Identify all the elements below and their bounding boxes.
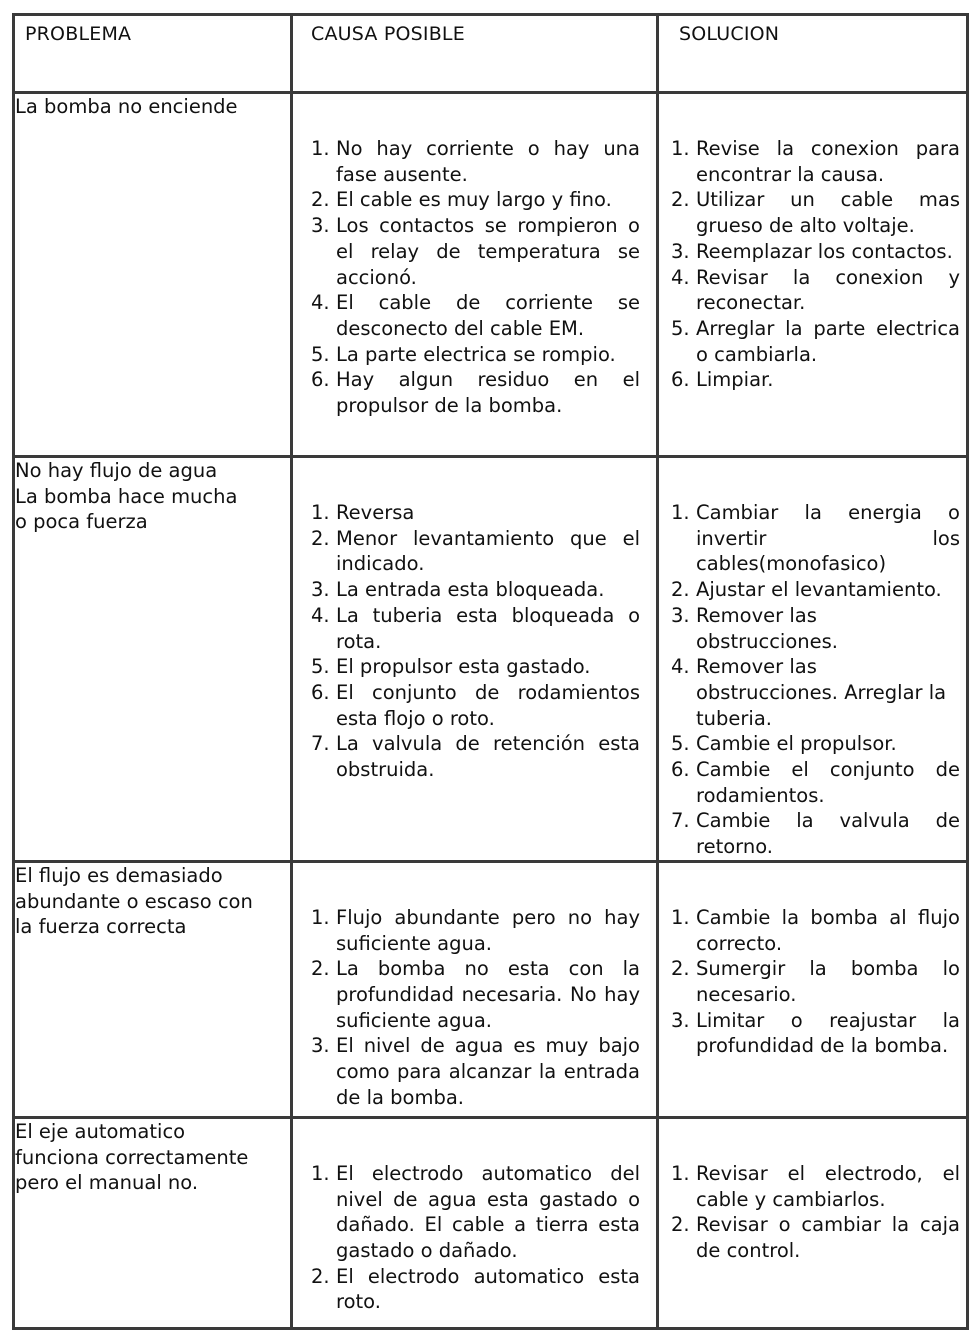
list-item: 1. Reversa (311, 501, 415, 524)
list-item: 1. Revisar el electrodo, el cable y cambiarlos. (671, 1161, 960, 1211)
list-item: 5. Cambie el propulsor. (671, 732, 897, 756)
header-row (14, 15, 968, 93)
problem-cell (14, 861, 292, 1117)
cause-cell (292, 457, 658, 862)
list-item: 3. La entrada esta bloqueada. (311, 578, 605, 602)
problem-line: la fuerza correcta (15, 915, 187, 939)
solution-cell (658, 457, 968, 862)
list-item: 5. El propulsor esta gastado. (311, 655, 591, 679)
header-causa-posible: CAUSA POSIBLE (292, 15, 658, 93)
list-item: 3. Reemplazar los contactos. (671, 239, 953, 263)
list-item: 4. Revisar la conexion y reconectar. (671, 265, 960, 315)
problem-line: funciona correctamente (15, 1145, 249, 1169)
list-item: 5. Arreglar la parte electrica o cambiarla. (671, 316, 960, 366)
table-row (14, 93, 968, 457)
list-item: 6. El conjunto de rodamientos esta flojo o roto. (311, 680, 640, 730)
list-item: 7. Cambie la valvula de retorno. (671, 809, 960, 859)
list-item: 2. Sumergir la bomba lo necesario. (671, 957, 960, 1006)
list-item: 2. El cable es muy largo y fino. (311, 188, 612, 212)
problem-line: pero el manual no. (15, 1171, 199, 1195)
table-row (14, 1117, 968, 1328)
list-item: 1. Cambie la bomba al flujo correcto. (671, 905, 960, 955)
solution-cell (658, 1117, 968, 1328)
problem-line: abundante o escaso con (15, 889, 253, 913)
list-item: 7. La valvula de retención esta obstruida. (311, 732, 640, 782)
problem-line: El flujo es demasiado (15, 863, 223, 887)
list-item: 6. Limpiar. (671, 368, 774, 392)
list-item: 1. El electrodo automatico del nivel de agua esta gastado o dañado. El cable a tierra esta gastado o dañado. (311, 1161, 640, 1262)
solution-cell (658, 93, 968, 457)
list-item: 3. Limitar o reajustar la profundidad de la bomba. (671, 1008, 960, 1058)
list-item: 4. El cable de corriente se desconecto del cable EM. (311, 291, 640, 340)
problem-line: La bomba hace mucha (15, 484, 238, 508)
problem-cell (14, 457, 292, 862)
list-item: 4. La tuberia esta bloqueada o rota. (311, 603, 640, 653)
problem-cell (14, 1117, 292, 1328)
list-item: 3. Los contactos se rompieron o el relay de temperatura se accionó. (311, 214, 640, 289)
list-item: 1. No hay corriente o hay una fase ausente. (311, 137, 640, 186)
list-item: 2. Ajustar el levantamiento. (671, 578, 942, 602)
problem-cell (14, 93, 292, 457)
list-item: 6. Hay algun residuo en el propulsor de la bomba. (311, 368, 640, 418)
table-row (14, 457, 968, 862)
list-item: 1. Flujo abundante pero no hay suficiente agua. (311, 905, 640, 955)
problem-line: El eje automatico (15, 1119, 186, 1143)
list-item: 1. Revise la conexion para encontrar la causa. (671, 137, 960, 186)
list-item: 4. Remover las obstrucciones. Arreglar la tuberia. (671, 655, 947, 730)
list-item: 3. El nivel de agua es muy bajo como para alcanzar la entrada de la bomba. (311, 1034, 640, 1109)
header-problema: PROBLEMA (14, 15, 292, 93)
problem-line: o poca fuerza (15, 510, 148, 534)
list-item: 2. Revisar o cambiar la caja de control. (671, 1213, 960, 1262)
list-item: 3. Remover las obstrucciones. (671, 603, 838, 653)
list-item: 2. Menor levantamiento que el indicado. (311, 526, 640, 576)
problem-line: La bomba no enciende (15, 95, 238, 118)
list-item: 6. Cambie el conjunto de rodamientos. (671, 758, 960, 807)
cause-cell (292, 1117, 658, 1328)
problem-line: No hay flujo de agua (15, 459, 218, 482)
troubleshooting-table (12, 13, 969, 1330)
table-row (14, 861, 968, 1117)
list-item: 2. La bomba no esta con la profundidad necesaria. No hay suficiente agua. (311, 957, 640, 1032)
list-item: 2. El electrodo automatico esta roto. (311, 1264, 640, 1314)
list-item: 1. Cambiar la energia o invertir los cables(monofasico) (671, 501, 960, 576)
header-solucion: SOLUCION (658, 15, 968, 93)
solution-cell (658, 861, 968, 1117)
list-item: 2. Utilizar un cable mas grueso de alto voltaje. (671, 188, 960, 238)
cause-cell (292, 93, 658, 457)
cause-cell (292, 861, 658, 1117)
list-item: 5. La parte electrica se rompio. (311, 342, 616, 366)
